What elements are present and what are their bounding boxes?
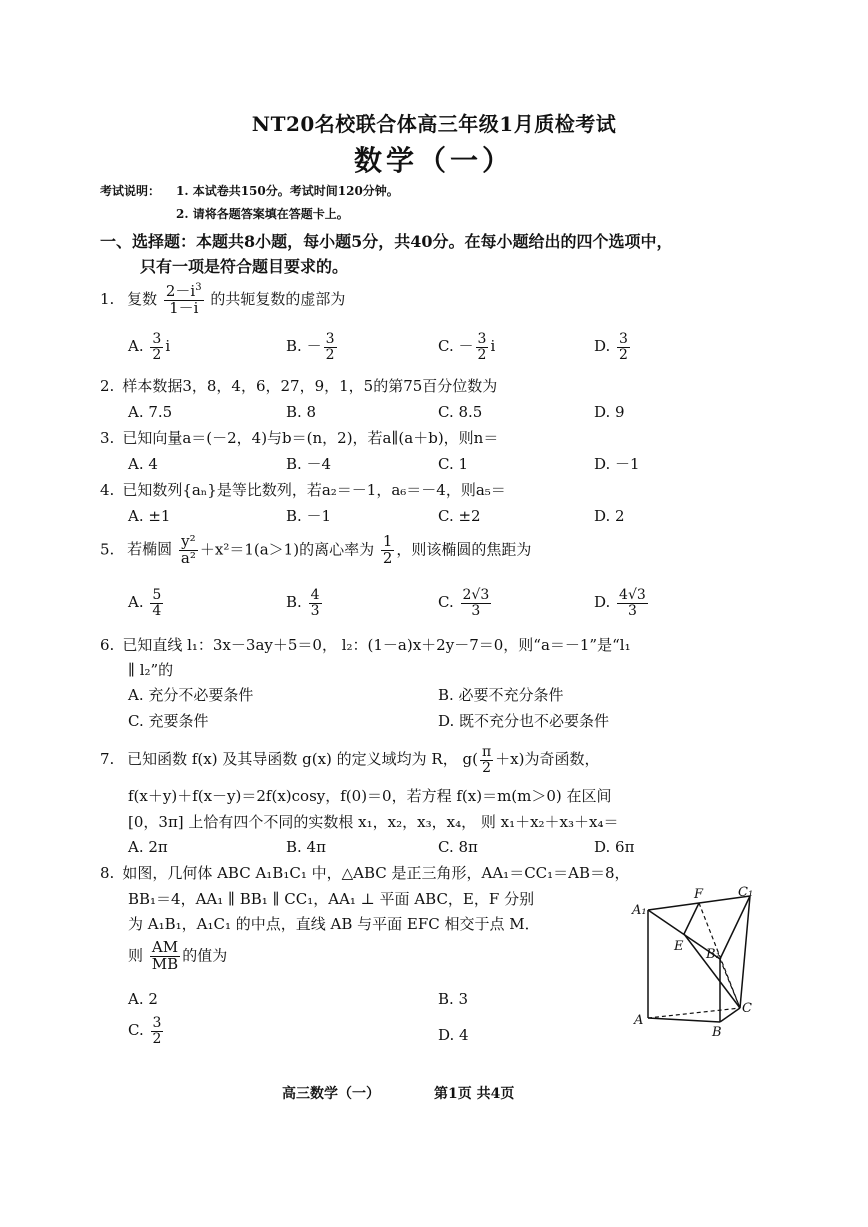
question-7-line2: f(x＋y)＋f(x－y)＝2f(x)cosy，f(0)＝0，若方程 f(x)＝m(m＞0) 在区间 — [128, 787, 612, 805]
label-a: A — [634, 1013, 644, 1028]
option-d: D. 6π — [594, 838, 635, 856]
option-b: B. 4π — [286, 838, 326, 856]
question-3: 3. 已知向量a＝(－2，4)与b＝(n，2)，若a∥(a＋b)，则n＝ — [100, 429, 499, 447]
option-d: D. 9 — [594, 403, 625, 421]
question-text: 的共轭复数的虚部为 — [210, 289, 346, 308]
option-b: B. $\frac{4}{3}$ — [286, 587, 320, 619]
option-c: C. 1 — [438, 455, 469, 473]
option-d: D. $\frac{4√3}{3}$ — [594, 587, 646, 619]
option-b: B. －4 — [286, 455, 332, 473]
instructions-label: 考试说明： — [100, 184, 161, 198]
option-d: D. $\frac{3}{2}$ — [594, 331, 628, 363]
option-c: C. ±2 — [438, 507, 481, 525]
question-7: 7. 已知函数 f(x) 及其导函数 g(x) 的定义域均为 R， g( $\frac{\pi}{2}$ ＋x)为奇函数， — [100, 744, 600, 776]
question-number: 1. — [100, 289, 115, 308]
option-b: B. － $\frac{3}{2}$ — [286, 331, 335, 363]
question-8: 8. 如图，几何体 ABC A₁B₁C₁ 中，△ABC 是正三角形，AA₁＝CC₁＝AB＝8， — [100, 864, 630, 882]
option-a: A. 7.5 — [128, 403, 173, 421]
section-heading-line1: 一、选择题：本题共8小题，每小题5分，共40分。在每小题给出的四个选项中， — [100, 232, 673, 251]
fraction: $\frac{2-i^3}{1-i}$ — [165, 282, 202, 317]
label-a1: A₁ — [632, 903, 647, 918]
option-a: A. $\frac{3}{2}$ i — [128, 331, 171, 363]
instruction-2: 2. 请将各题答案填在答题卡上。 — [176, 207, 349, 221]
instruction-1: 1. 本试卷共150分。考试时间120分钟。 — [176, 184, 399, 198]
subject-title: 数学（一） — [353, 144, 514, 177]
question-4: 4. 已知数列{aₙ}是等比数列，若a₂＝－1，a₆＝－4，则a₅＝ — [100, 481, 506, 499]
question-8-line2: BB₁＝4，AA₁ ∥ BB₁ ∥ CC₁，AA₁ ⊥ 平面 ABC，E，F 分别 — [128, 890, 535, 908]
option-d: D. 既不充分也不必要条件 — [438, 712, 610, 730]
option-c: C. － $\frac{3}{2}$ i — [438, 331, 496, 363]
question-5: 5. 若椭圆 $\frac{\text{y²}}{\text{a²}}$ ＋x²＝1(a＞1)的离心率为 $\frac{1}{2}$ ，则该椭圆的焦距为 — [100, 532, 532, 567]
label-c: C — [742, 1001, 752, 1016]
footer-page: 第1页 共4页 — [434, 1086, 515, 1102]
option-a: A. 2 — [128, 990, 158, 1008]
option-c: C. 8.5 — [438, 403, 483, 421]
option-a: A. 充分不必要条件 — [128, 686, 254, 704]
option-a: A. ±1 — [128, 507, 171, 525]
question-6: 6. 已知直线 l₁：3x－3ay＋5＝0， l₂：(1－a)x＋2y－7＝0，则“a＝－1”是“l₁ — [100, 636, 631, 654]
option-a: A. 2π — [128, 838, 168, 856]
option-a: A. $\frac{5}{4}$ — [128, 587, 162, 619]
question-2: 2. 样本数据3，8，4，6，27，9，1，5的第75百分位数为 — [100, 377, 498, 395]
question-7-line3: [0，3π] 上恰有四个不同的实数根 x₁，x₂，x₃，x₄， 则 x₁＋x₂＋x₃＋x₄＝ — [128, 813, 619, 831]
option-c: C. 8π — [438, 838, 478, 856]
option-b: B. －1 — [286, 507, 332, 525]
label-e: E — [674, 939, 684, 954]
question-1 — [100, 283, 345, 317]
question-8-line4: 则 $\frac{AM}{MB}$ 的值为 — [128, 938, 228, 973]
question-6-line2: ∥ l₂”的 — [128, 661, 174, 679]
option-c: C. $\frac{2√3}{3}$ — [438, 587, 490, 619]
option-c: C. $\frac{3}{2}$ — [128, 1015, 162, 1047]
option-b: B. 3 — [438, 990, 469, 1008]
label-b1: B₁ — [706, 947, 721, 962]
footer-subject: 高三数学（一） — [282, 1086, 380, 1102]
option-a: A. 4 — [128, 455, 158, 473]
option-d: D. －1 — [594, 455, 640, 473]
question-8-line3: 为 A₁B₁，A₁C₁ 的中点，直线 AB 与平面 EFC 相交于点 M． — [128, 915, 540, 933]
option-d: D. 4 — [438, 1026, 469, 1044]
label-c1: C₁ — [738, 885, 754, 900]
section-heading-line2: 只有一项是符合题目要求的。 — [140, 257, 349, 276]
label-b: B — [712, 1025, 722, 1040]
geometry-figure — [628, 884, 768, 1044]
option-c: C. 充要条件 — [128, 712, 209, 730]
option-b: B. 必要不充分条件 — [438, 686, 564, 704]
question-text: 复数 — [127, 289, 158, 308]
option-b: B. 8 — [286, 403, 317, 421]
label-f: F — [694, 887, 704, 902]
option-d: D. 2 — [594, 507, 625, 525]
exam-title: NT20名校联合体高三年级1月质检考试 — [251, 112, 617, 136]
